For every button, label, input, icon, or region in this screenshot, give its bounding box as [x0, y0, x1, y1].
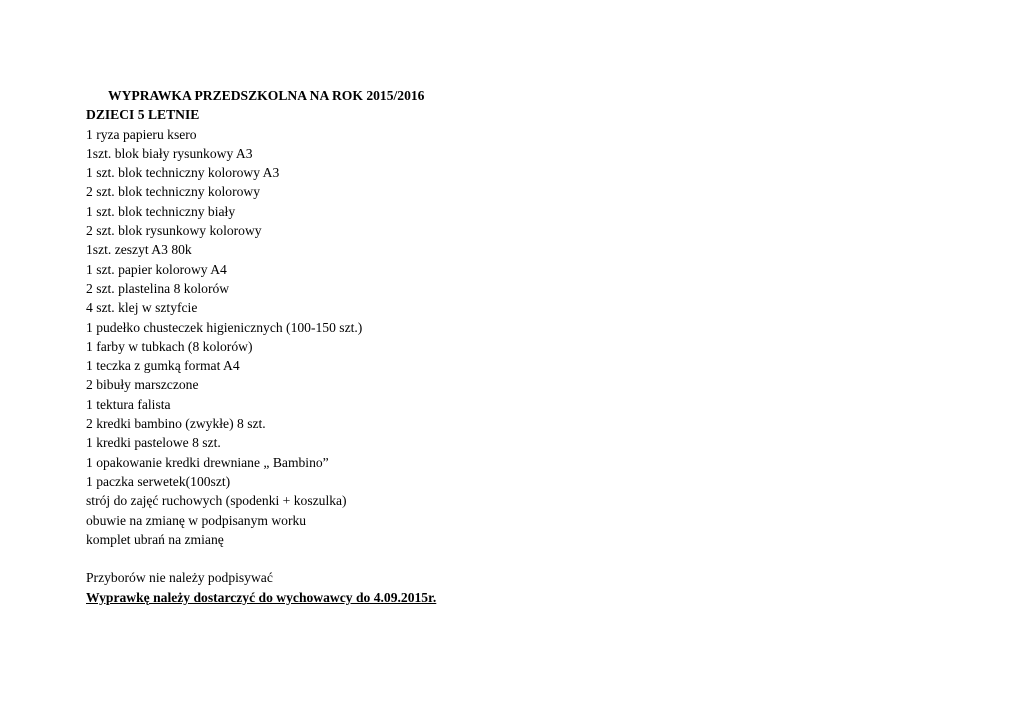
deadline-note: Wyprawkę należy dostarczyć do wychowawcy do 4.09.2015r.: [86, 589, 437, 605]
list-item: 1 paczka serwetek(100szt): [86, 473, 231, 489]
list-item: obuwie na zmianę w podpisanym worku: [86, 512, 307, 528]
list-item: 1 szt. blok techniczny biały: [86, 203, 236, 219]
labeling-note: Przyborów nie należy podpisywać: [86, 570, 273, 586]
list-item: 1 szt. papier kolorowy A4: [86, 261, 227, 277]
list-item: 1 teczka z gumką format A4: [86, 358, 240, 374]
list-item: 2 bibuły marszczone: [86, 377, 199, 393]
list-item: 4 szt. klej w sztyfcie: [86, 300, 198, 316]
list-item: 1szt. blok biały rysunkowy A3: [86, 145, 253, 161]
list-item: 1 szt. blok techniczny kolorowy A3: [86, 165, 280, 181]
list-item: 2 szt. plastelina 8 kolorów: [86, 280, 230, 296]
list-item: 2 szt. blok rysunkowy kolorowy: [86, 223, 262, 239]
list-item: 1 pudełko chusteczek higienicznych (100-150 szt.): [86, 319, 363, 335]
document-body: [86, 86, 786, 607]
list-item: 2 kredki bambino (zwykłe) 8 szt.: [86, 416, 266, 432]
list-item: strój do zajęć ruchowych (spodenki + koszulka): [86, 493, 347, 509]
list-item: 1szt. zeszyt A3 80k: [86, 242, 192, 258]
list-item: 1 ryza papieru ksero: [86, 126, 197, 142]
supply-list: [86, 125, 786, 550]
list-item: 1 tektura falista: [86, 396, 171, 412]
document-title: WYPRAWKA PRZEDSZKOLNA NA ROK 2015/2016: [108, 88, 425, 103]
list-item: 1 farby w tubkach (8 kolorów): [86, 338, 253, 354]
notes-section: [86, 568, 786, 607]
list-item: 1 opakowanie kredki drewniane „ Bambino”: [86, 454, 329, 470]
list-item: 2 szt. blok techniczny kolorowy: [86, 184, 261, 200]
blank-line: [86, 549, 786, 568]
list-item: 1 kredki pastelowe 8 szt.: [86, 435, 221, 451]
list-item: komplet ubrań na zmianę: [86, 531, 224, 547]
document-subtitle: DZIECI 5 LETNIE: [86, 107, 200, 123]
